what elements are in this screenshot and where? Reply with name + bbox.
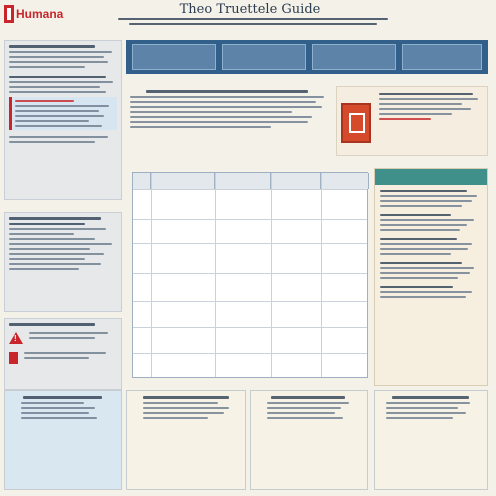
document-tip	[336, 86, 488, 156]
banner-cell	[132, 44, 216, 70]
table-row	[133, 189, 367, 219]
table-row	[133, 273, 367, 301]
steps-section	[126, 86, 336, 156]
notes-header	[375, 169, 487, 185]
page-subtitle-lines	[118, 18, 388, 25]
page-title: Theo Truettele Guide	[179, 2, 321, 17]
table-row	[133, 243, 367, 273]
bottom-box-4	[374, 390, 488, 490]
table-row	[133, 327, 367, 353]
table-row	[133, 353, 367, 379]
banner-cell	[222, 44, 306, 70]
left-panel-warning	[4, 318, 122, 390]
table-row	[133, 301, 367, 327]
banner-cell	[312, 44, 396, 70]
left-callout	[9, 97, 117, 130]
document-icon	[341, 103, 371, 143]
banner-cell	[402, 44, 482, 70]
logo-mark-icon	[4, 5, 14, 23]
humana-logo	[4, 2, 64, 28]
humana-mini-logo-icon	[9, 352, 18, 364]
table-row	[133, 219, 367, 243]
plan-comparison-banner	[126, 40, 488, 74]
left-panel-checklist	[4, 212, 122, 312]
coverage-table	[132, 172, 368, 378]
notes-panel	[374, 168, 488, 386]
brand-name: Humana	[16, 7, 64, 21]
bottom-box-3	[250, 390, 368, 490]
bottom-box-1	[4, 390, 122, 490]
left-panel-overview	[4, 40, 122, 200]
warning-icon	[9, 332, 23, 344]
bottom-box-2	[126, 390, 246, 490]
